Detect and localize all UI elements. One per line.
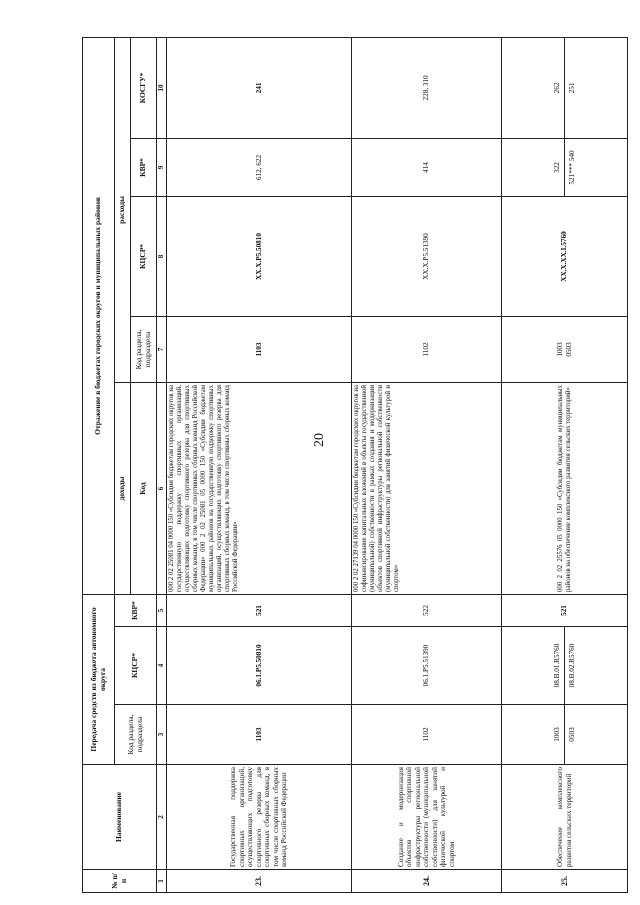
header-kcsr: КЦСР*: [115, 627, 157, 705]
row-local-section-code: 1102: [352, 316, 502, 382]
row-local-section-code: 1103: [167, 316, 352, 382]
row-kcsr: 06.1.Р5.51390: [352, 627, 502, 705]
page-number: 20: [312, 433, 327, 447]
row-kcsr-b: 08.В.02.R5760: [564, 627, 576, 704]
row-kvr: 522: [352, 594, 502, 626]
row-section-code: 1102: [352, 705, 502, 765]
table-row: [352, 37, 502, 892]
column-index: 10: [157, 37, 167, 138]
row-name: Обеспечение комплексного развития сельских территорий: [502, 765, 628, 870]
budget-table: [82, 37, 628, 893]
header-kvr: КВР*: [115, 594, 157, 626]
row-section-code: 1103: [167, 705, 352, 765]
header-transfer-group: Передача средств из бюджета автономного округа: [83, 594, 115, 764]
row-local-kvr-cell: [502, 138, 628, 196]
row-kcsr: 06.1.Р5.50810: [167, 627, 352, 705]
header-income-code: Код: [131, 382, 157, 594]
column-index: 9: [157, 138, 167, 196]
column-index: 5: [157, 594, 167, 626]
column-index: 3: [157, 705, 167, 765]
header-local-kvr: КВР*: [131, 138, 157, 196]
column-index: 6: [157, 382, 167, 594]
row-local-kvr: 612, 622: [167, 138, 352, 196]
header-local-kcsr: КЦСР*: [131, 196, 157, 316]
row-kosgu: 228, 310: [352, 37, 502, 138]
row-number: 23.: [167, 870, 352, 893]
row-name: Создание и модернизация объектов спортивной инфраструктуры региональной собственности (муниципальной собственности) для занятий физической культурой и спортом: [352, 765, 502, 870]
row-kcsr-a: 08.В.01.R5760: [552, 643, 561, 688]
table-row: [167, 37, 352, 892]
header-name: Наименование: [83, 765, 157, 870]
row-income-code: 000 2 02 27139 04 0000 150 «Субсидии бюджетам городских округов на софинансирование капитальных вложений в объекты государственной (муниципальной) собственности в рамках создания и модернизации объектов спортивной инфраструктуры региональной собственности (муниципальной собственности) для занятий физической культурой и спортом»: [352, 382, 502, 594]
row-kvr: 521: [167, 594, 352, 626]
row-local-section-code-b: 0503: [564, 342, 573, 357]
row-local-kvr: 414: [352, 138, 502, 196]
row-kosgu-b: 251: [564, 38, 576, 138]
table-row: [502, 37, 628, 892]
row-kcsr-cell: [502, 627, 628, 705]
row-local-kcsr: ХХ.Х.Р5.50810: [167, 196, 352, 316]
column-index: 7: [157, 316, 167, 382]
row-kvr: 521: [502, 594, 628, 626]
header-num: № п/п: [83, 870, 157, 893]
row-number: 25.: [502, 870, 628, 893]
row-name: Государственная поддержка спортивных организаций, осуществляющих подготовку спортивного резерва для спортивных сборных команд, в том числе спортивных сборных команд Российской Федерации: [167, 765, 352, 870]
column-index: 4: [157, 627, 167, 705]
row-local-kcsr: ХХ.Х.ХХ.L5760: [502, 196, 628, 316]
row-section-code-cell: [502, 705, 628, 765]
header-income-group: доходы: [115, 382, 131, 594]
row-section-code-b: 0503: [564, 705, 576, 764]
row-local-section-code-cell: [502, 316, 628, 382]
header-section-code: Код раздела, подраздела: [115, 705, 157, 765]
row-local-section-code-a: 1003: [556, 342, 565, 357]
row-kosgu: 241: [167, 37, 352, 138]
row-local-kcsr: ХХ.Х.Р5.51390: [352, 196, 502, 316]
rotated-table-wrapper: [82, 38, 627, 893]
header-kosgu: КОСГУ*: [131, 37, 157, 138]
column-index: 8: [157, 196, 167, 316]
row-income-code: 000 2 02 25576 05 0000 150 «Субсидии бюджетам муниципальных районов на обеспечение комплексного развития сельских территорий»: [502, 382, 628, 594]
header-reflection-group: Отражение в бюджетах городских округов и муниципальных районов: [83, 37, 115, 594]
row-kosgu-cell: [502, 37, 628, 138]
row-section-code-a: 1003: [552, 727, 561, 742]
row-local-kvr-a: 322: [552, 162, 561, 173]
header-expense-group: расходы: [115, 37, 131, 382]
column-index: 2: [157, 765, 167, 870]
header-local-section-code: Код раздела, подраздела: [131, 316, 157, 382]
column-index: 1: [157, 870, 167, 893]
row-kosgu-a: 262: [552, 82, 561, 94]
row-local-kvr-b: 521*** 540: [564, 139, 576, 196]
row-number: 24.: [352, 870, 502, 893]
row-income-code: 000 2 02 25081 04 0000 150 «Субсидии бюджетам городских округов на государственную поддержку спортивных организаций, осуществляющих подготовку спортивного резерва для спортивных сборных команд, в том числе спортивных сборных команд Российской Федерации» 000 2 02 25081 05 0000 150 «Субсидии бюджетам муниципальных районов на государственную поддержку спортивных организаций, осуществляющих подготовку спортивного резерва для спортивных сборных команд, в том числе спортивных сборных команд Российской Федерации»: [167, 382, 352, 594]
